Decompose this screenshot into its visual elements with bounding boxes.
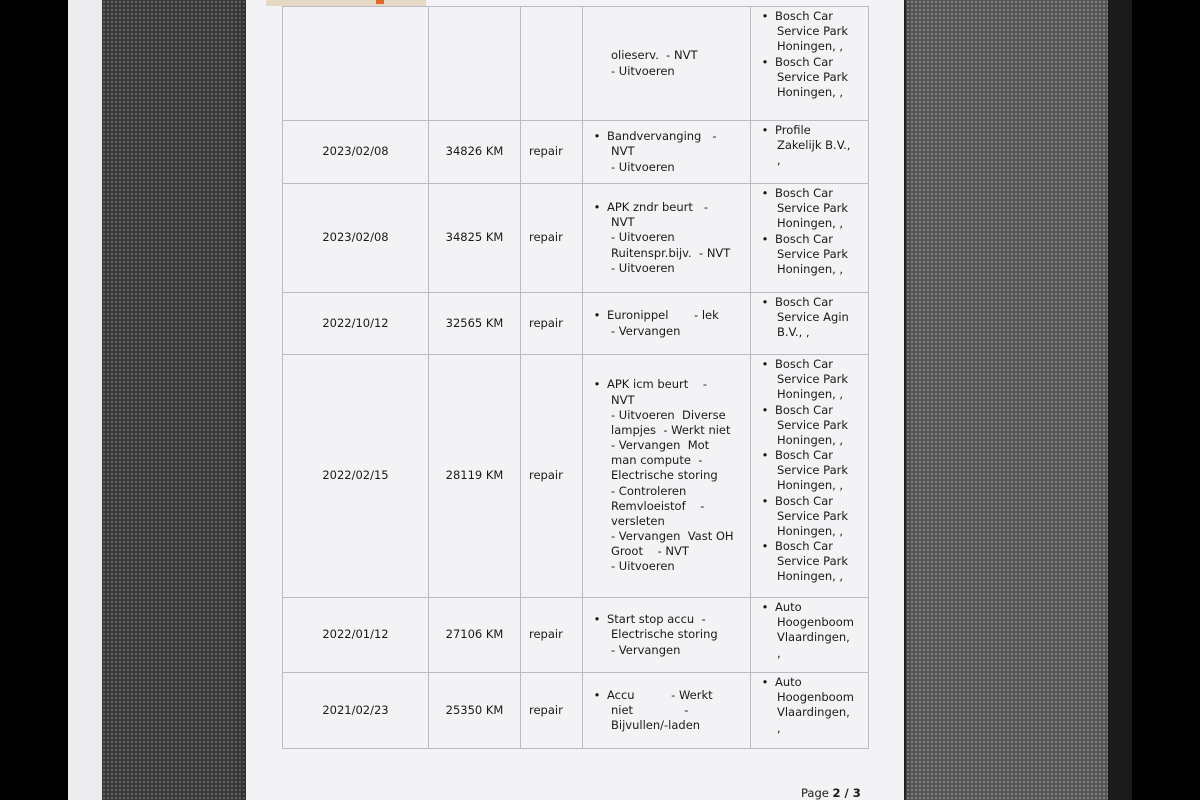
description-line — [587, 484, 746, 499]
garage-text: Bosch Car — [775, 448, 833, 463]
description-line — [587, 559, 746, 574]
type-cell: repair — [521, 355, 583, 598]
garage-text: Hoogenboom — [777, 615, 854, 630]
page-separator: / — [840, 786, 853, 800]
description-line — [587, 514, 746, 529]
description-cell — [583, 293, 751, 355]
description-cell — [583, 355, 751, 598]
date-cell: 2022/02/15 — [283, 355, 429, 598]
bullet-icon: • — [761, 357, 769, 371]
table-row — [283, 355, 869, 598]
description-text: Bandvervanging - — [607, 129, 717, 144]
description-text: niet - — [611, 702, 689, 717]
garage-line — [755, 55, 864, 70]
mileage-cell: 34826 KM — [429, 121, 521, 184]
garage-line — [755, 448, 864, 463]
garage-line — [755, 325, 864, 340]
description-line — [587, 64, 746, 79]
bullet-icon: • — [593, 687, 601, 702]
bullet-icon: • — [593, 200, 601, 215]
table-row — [283, 184, 869, 293]
garage-line — [755, 153, 864, 168]
garage-text: Zakelijk B.V., — [777, 138, 851, 153]
garage-text: , — [777, 720, 781, 735]
description-line — [587, 144, 746, 159]
garage-text: Honingen, , — [777, 523, 844, 538]
garage-text: Bosch Car — [775, 9, 833, 23]
mileage-cell — [429, 7, 521, 121]
description-line — [587, 423, 746, 438]
garage-text: Service Park — [777, 463, 849, 478]
description-text: Euronippel - lek — [607, 308, 719, 323]
seat-shadow — [1108, 0, 1132, 800]
total-pages: 3 — [852, 786, 861, 800]
garage-line — [755, 646, 864, 661]
garage-text: Honingen, , — [777, 478, 844, 493]
garage-text: Profile — [775, 123, 811, 137]
garage-cell — [751, 673, 869, 749]
garage-text: Bosch Car — [775, 231, 833, 246]
garage-text: B.V., , — [777, 325, 810, 340]
garage-text: Honingen, , — [777, 216, 844, 231]
garage-text: Service Park — [777, 417, 849, 432]
garage-text: Hoogenboom — [777, 690, 854, 705]
garage-line — [755, 615, 864, 630]
description-line — [587, 627, 746, 642]
description-line — [587, 200, 746, 215]
garage-cell — [751, 355, 869, 598]
description-text: versleten — [611, 513, 665, 528]
garage-text: Honingen, , — [777, 569, 844, 584]
description-text: Ruitenspr.bijv. - NVT — [611, 245, 731, 260]
garage-line — [755, 201, 864, 216]
description-text: - Vervangen Mot — [611, 438, 710, 453]
bullet-icon: • — [761, 9, 769, 23]
bullet-icon: • — [761, 600, 769, 614]
description-text: Remvloeistof - — [611, 498, 705, 513]
description-line — [587, 324, 746, 339]
bullet-icon: • — [761, 493, 769, 508]
garage-text: Service Park — [777, 554, 849, 569]
description-line — [587, 246, 746, 261]
mileage-cell: 25350 KM — [429, 673, 521, 749]
description-cell — [583, 7, 751, 121]
seat-fabric-right — [906, 0, 1132, 800]
description-text: - Vervangen — [611, 642, 681, 657]
garage-cell — [751, 293, 869, 355]
date-cell: 2023/02/08 — [283, 121, 429, 184]
description-line — [587, 643, 746, 658]
description-line — [587, 499, 746, 514]
description-text: - Vervangen — [611, 323, 681, 338]
garage-line — [755, 630, 864, 645]
garage-line — [755, 216, 864, 231]
bullet-icon: • — [593, 129, 601, 144]
garage-text: , — [777, 153, 781, 168]
garage-text: Service Agin — [777, 310, 849, 325]
garage-line — [755, 232, 864, 247]
description-line — [587, 129, 746, 144]
garage-line — [755, 554, 864, 569]
table-row — [283, 121, 869, 184]
garage-line — [755, 310, 864, 325]
garage-line — [755, 9, 864, 24]
description-text: - Uitvoeren — [611, 230, 675, 245]
description-line — [587, 612, 746, 627]
type-cell: repair — [521, 598, 583, 673]
garage-line — [755, 357, 864, 372]
bullet-icon: • — [593, 308, 601, 323]
description-line — [587, 377, 746, 392]
description-text: Accu - Werkt — [607, 687, 713, 702]
description-text: NVT — [611, 392, 635, 407]
garage-cell — [751, 7, 869, 121]
garage-line — [755, 372, 864, 387]
garage-line — [755, 675, 864, 690]
description-line — [587, 468, 746, 483]
description-line — [587, 688, 746, 703]
photo-background — [68, 0, 1132, 800]
description-line — [587, 230, 746, 245]
garage-line — [755, 463, 864, 478]
table-row — [283, 598, 869, 673]
description-text: lampjes - Werkt niet — [611, 422, 731, 437]
bullet-icon: • — [761, 402, 769, 417]
garage-text: Service Park — [777, 24, 849, 39]
description-text: - Vervangen Vast OH — [611, 529, 734, 544]
date-cell: 2022/01/12 — [283, 598, 429, 673]
description-text: man compute - — [611, 453, 703, 468]
description-text: olieserv. - NVT — [611, 48, 698, 63]
garage-line — [755, 123, 864, 138]
description-text: APK icm beurt - — [607, 377, 708, 392]
bullet-icon: • — [761, 539, 769, 554]
type-cell: repair — [521, 184, 583, 293]
garage-cell — [751, 598, 869, 673]
description-text: - Controleren — [611, 483, 687, 498]
garage-line — [755, 539, 864, 554]
bullet-icon: • — [761, 295, 769, 309]
type-cell — [521, 7, 583, 121]
description-text: NVT — [611, 144, 635, 159]
table-row — [283, 293, 869, 355]
description-text: - Uitvoeren — [611, 159, 675, 174]
garage-text: Service Park — [777, 201, 849, 216]
page-indicator — [801, 786, 861, 800]
table-row — [283, 673, 869, 749]
bullet-icon: • — [761, 54, 769, 69]
garage-text: Honingen, , — [777, 261, 844, 276]
garage-line — [755, 569, 864, 584]
garage-text: Vlaardingen, — [777, 705, 850, 720]
description-text: Groot - NVT — [611, 544, 689, 559]
garage-line — [755, 509, 864, 524]
garage-line — [755, 418, 864, 433]
garage-text: Honingen, , — [777, 39, 844, 54]
description-line — [587, 48, 746, 63]
description-text: - Uitvoeren — [611, 260, 675, 275]
mileage-cell: 27106 KM — [429, 598, 521, 673]
garage-line — [755, 524, 864, 539]
garage-cell — [751, 184, 869, 293]
type-cell: repair — [521, 293, 583, 355]
mileage-cell: 34825 KM — [429, 184, 521, 293]
bullet-icon: • — [761, 231, 769, 246]
description-text: NVT — [611, 215, 635, 230]
description-text: Start stop accu - — [607, 612, 706, 627]
bullet-icon: • — [761, 675, 769, 689]
description-text: Bijvullen/-laden — [611, 718, 701, 733]
description-text: - Uitvoeren — [611, 559, 675, 574]
description-line — [587, 160, 746, 175]
garage-text: Bosch Car — [775, 357, 833, 371]
description-line — [587, 529, 746, 544]
description-line — [587, 261, 746, 276]
description-text: Electrische storing — [611, 627, 718, 642]
garage-line — [755, 138, 864, 153]
garage-line — [755, 403, 864, 418]
description-line — [587, 308, 746, 323]
description-text: APK zndr beurt - — [607, 200, 709, 215]
description-line — [587, 408, 746, 423]
garage-text: Auto — [775, 600, 802, 614]
date-cell: 2023/02/08 — [283, 184, 429, 293]
date-cell: 2021/02/23 — [283, 673, 429, 749]
description-line — [587, 718, 746, 733]
garage-line — [755, 433, 864, 448]
description-text: Electrische storing — [611, 468, 718, 483]
garage-text: Bosch Car — [775, 186, 833, 200]
garage-line — [755, 262, 864, 277]
description-text: - Uitvoeren — [611, 63, 675, 78]
garage-line — [755, 70, 864, 85]
garage-text: Bosch Car — [775, 295, 833, 309]
mileage-cell: 28119 KM — [429, 355, 521, 598]
description-cell — [583, 673, 751, 749]
page-prefix: Page — [801, 786, 833, 800]
description-line — [587, 544, 746, 559]
type-cell: repair — [521, 121, 583, 184]
garage-text: Service Park — [777, 246, 849, 261]
garage-line — [755, 387, 864, 402]
date-cell — [283, 7, 429, 121]
garage-line — [755, 600, 864, 615]
current-page: 2 — [832, 786, 841, 800]
garage-text: Service Park — [777, 372, 849, 387]
description-line — [587, 393, 746, 408]
description-line — [587, 453, 746, 468]
garage-text: Service Park — [777, 508, 849, 523]
description-line — [587, 703, 746, 718]
description-cell — [583, 121, 751, 184]
garage-text: Honingen, , — [777, 432, 844, 447]
garage-text: Bosch Car — [775, 54, 833, 69]
bullet-icon: • — [761, 123, 769, 137]
bullet-icon: • — [761, 186, 769, 200]
description-text: - Uitvoeren Diverse — [611, 407, 726, 422]
garage-line — [755, 705, 864, 720]
garage-line — [755, 85, 864, 100]
garage-line — [755, 295, 864, 310]
maintenance-history-table — [282, 6, 869, 749]
garage-text: Auto — [775, 675, 802, 689]
description-cell — [583, 184, 751, 293]
description-line — [587, 215, 746, 230]
garage-line — [755, 721, 864, 736]
garage-line — [755, 39, 864, 54]
garage-line — [755, 478, 864, 493]
garage-line — [755, 247, 864, 262]
garage-text: Honingen, , — [777, 84, 844, 99]
garage-text: Honingen, , — [777, 387, 844, 402]
bullet-icon: • — [761, 448, 769, 463]
garage-text: Bosch Car — [775, 493, 833, 508]
description-cell — [583, 598, 751, 673]
logo-fragment — [376, 0, 384, 4]
garage-line — [755, 186, 864, 201]
garage-text: Bosch Car — [775, 402, 833, 417]
type-cell: repair — [521, 673, 583, 749]
garage-text: Vlaardingen, — [777, 630, 850, 645]
description-line — [587, 438, 746, 453]
garage-line — [755, 24, 864, 39]
mileage-cell: 32565 KM — [429, 293, 521, 355]
garage-text: Service Park — [777, 69, 849, 84]
date-cell: 2022/10/12 — [283, 293, 429, 355]
garage-line — [755, 690, 864, 705]
bullet-icon: • — [593, 377, 601, 392]
garage-text: , — [777, 645, 781, 660]
garage-text: Bosch Car — [775, 539, 833, 554]
garage-cell — [751, 121, 869, 184]
table-row — [283, 7, 869, 121]
bullet-icon: • — [593, 612, 601, 627]
document-page — [246, 0, 904, 800]
garage-line — [755, 494, 864, 509]
